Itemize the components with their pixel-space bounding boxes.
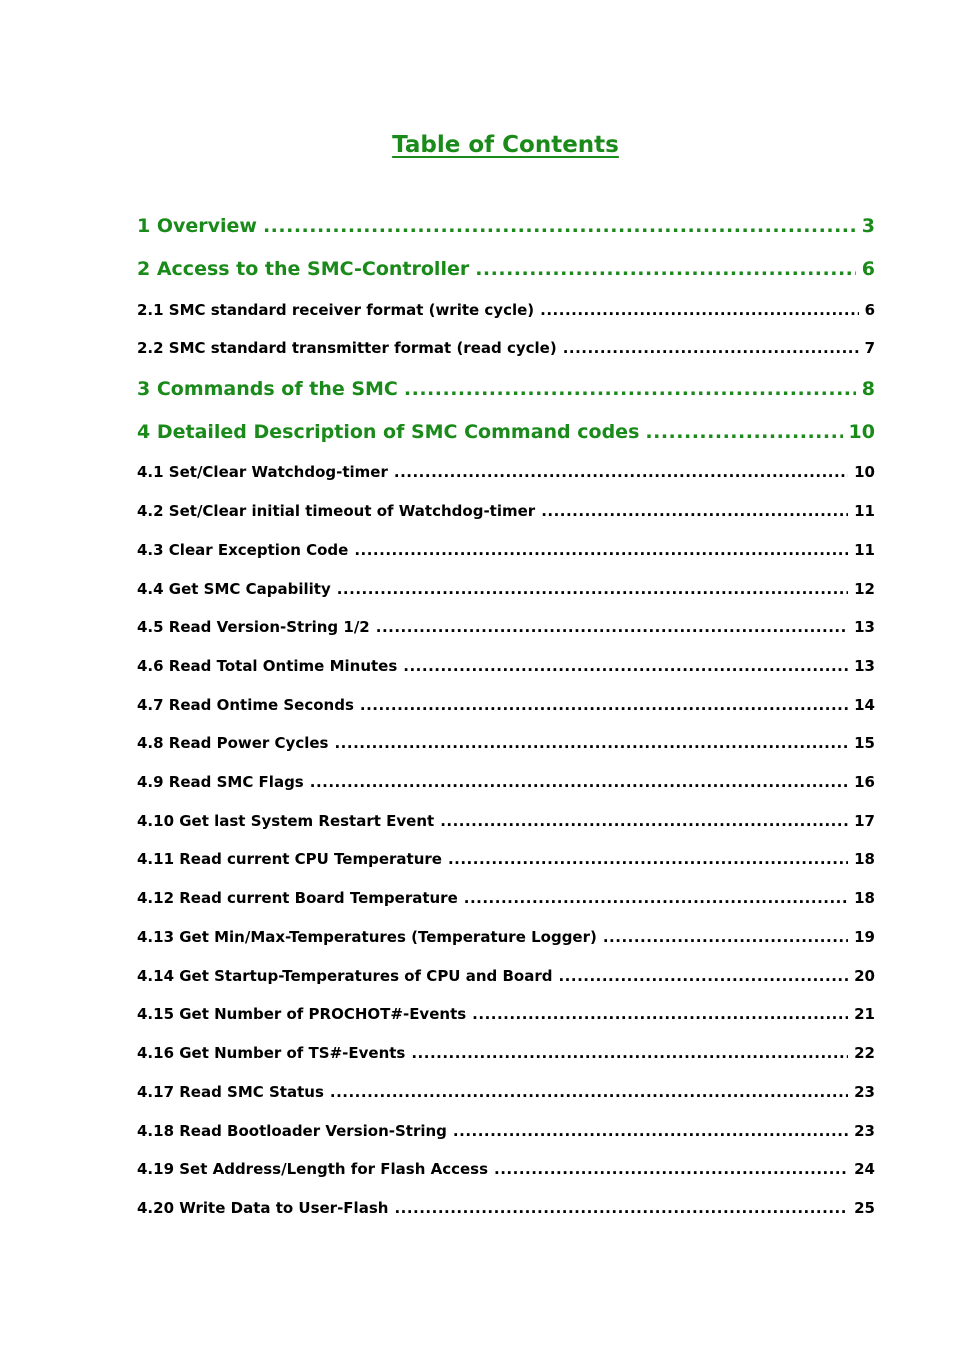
dot-leader — [494, 1159, 848, 1179]
toc-title: Table of Contents — [392, 132, 619, 158]
toc-entry-label: 4.5 Read Version-String 1/2 — [137, 618, 370, 636]
toc-entry-4-6[interactable] — [137, 656, 875, 676]
toc-entry-label: 4.2 Set/Clear initial timeout of Watchdog-timer — [137, 502, 536, 520]
toc-entry-label: 4.10 Get last System Restart Event — [137, 812, 435, 830]
toc-entry-page: 22 — [854, 1044, 875, 1062]
toc-entry-page: 7 — [864, 339, 875, 357]
dot-leader — [440, 811, 848, 831]
toc-entry-4-11[interactable] — [137, 849, 875, 869]
toc-entry-label: 1 Overview — [137, 215, 257, 237]
toc-entry-label: 4.13 Get Min/Max-Temperatures (Temperature Logger) — [137, 928, 597, 946]
toc-entry-4[interactable] — [137, 419, 875, 445]
toc-entry-page: 11 — [854, 541, 875, 559]
toc-entry-page: 16 — [854, 773, 875, 791]
toc-entry-page: 23 — [854, 1083, 875, 1101]
dot-leader — [472, 1004, 848, 1024]
toc-entry-page: 21 — [854, 1005, 875, 1023]
toc-entry-4-2[interactable] — [137, 501, 875, 521]
toc-entry-page: 14 — [854, 696, 875, 714]
toc-entry-label: 4.16 Get Number of TS#-Events — [137, 1044, 406, 1062]
toc-entry-label: 4.14 Get Startup-Temperatures of CPU and Board — [137, 967, 553, 985]
toc-entry-4-1[interactable] — [137, 462, 875, 482]
dot-leader — [394, 462, 848, 482]
toc-entry-page: 12 — [854, 580, 875, 598]
toc-entry-label: 4 Detailed Description of SMC Command codes — [137, 421, 640, 443]
dot-leader — [448, 849, 848, 869]
toc-entry-4-16[interactable] — [137, 1043, 875, 1063]
toc-entry-page: 18 — [854, 850, 875, 868]
toc-entry-label: 4.9 Read SMC Flags — [137, 773, 304, 791]
toc-entry-4-8[interactable] — [137, 733, 875, 753]
toc-entry-label: 2.1 SMC standard receiver format (write cycle) — [137, 301, 535, 319]
toc-entry-label: 4.17 Read SMC Status — [137, 1083, 324, 1101]
dot-leader — [541, 501, 848, 521]
dot-leader — [337, 579, 848, 599]
dot-leader — [263, 213, 856, 239]
toc-entry-3[interactable] — [137, 376, 875, 402]
toc-entry-4-9[interactable] — [137, 772, 875, 792]
toc-entry-label: 4.3 Clear Exception Code — [137, 541, 349, 559]
toc-entry-4-7[interactable] — [137, 695, 875, 715]
toc-entry-label: 4.19 Set Address/Length for Flash Access — [137, 1160, 489, 1178]
toc-entry-label: 4.6 Read Total Ontime Minutes — [137, 657, 398, 675]
toc-entry-label: 4.1 Set/Clear Watchdog-timer — [137, 463, 388, 481]
toc-entry-4-17[interactable] — [137, 1082, 875, 1102]
toc-entry-4-20[interactable] — [137, 1198, 875, 1218]
toc-entry-page: 25 — [854, 1199, 875, 1217]
toc-entry-page: 10 — [854, 463, 875, 481]
dot-leader — [411, 1043, 848, 1063]
dot-leader — [360, 695, 848, 715]
toc-entry-label: 4.11 Read current CPU Temperature — [137, 850, 442, 868]
toc-entry-4-14[interactable] — [137, 966, 875, 986]
dot-leader — [376, 617, 848, 637]
dot-leader — [453, 1121, 848, 1141]
toc-entry-label: 4.12 Read current Board Temperature — [137, 889, 458, 907]
toc-entry-page: 13 — [854, 618, 875, 636]
toc-entry-label: 2 Access to the SMC-Controller — [137, 258, 470, 280]
dot-leader — [540, 300, 858, 320]
toc-entry-4-19[interactable] — [137, 1159, 875, 1179]
toc-entry-label: 3 Commands of the SMC — [137, 378, 398, 400]
toc-entry-page: 10 — [848, 421, 875, 443]
toc-entry-page: 23 — [854, 1122, 875, 1140]
toc-entry-page: 3 — [861, 215, 875, 237]
toc-entry-2-1[interactable] — [137, 300, 875, 320]
toc-entry-page: 6 — [861, 258, 875, 280]
toc-entry-label: 4.4 Get SMC Capability — [137, 580, 331, 598]
toc-entry-label: 4.20 Write Data to User-Flash — [137, 1199, 389, 1217]
toc-entry-4-3[interactable] — [137, 540, 875, 560]
dot-leader — [394, 1198, 848, 1218]
toc-entry-2-2[interactable] — [137, 338, 875, 358]
toc-entry-page: 20 — [854, 967, 875, 985]
dot-leader — [404, 376, 856, 402]
dot-leader — [563, 338, 859, 358]
toc-entry-label: 4.7 Read Ontime Seconds — [137, 696, 354, 714]
toc-entry-4-4[interactable] — [137, 579, 875, 599]
toc-entry-page: 24 — [854, 1160, 875, 1178]
toc-entry-page: 19 — [854, 928, 875, 946]
dot-leader — [403, 656, 848, 676]
toc-entry-4-5[interactable] — [137, 617, 875, 637]
toc-entry-page: 18 — [854, 889, 875, 907]
dot-leader — [354, 540, 848, 560]
toc-entry-4-15[interactable] — [137, 1004, 875, 1024]
dot-leader — [475, 256, 856, 282]
toc-entry-page: 13 — [854, 657, 875, 675]
toc-entry-page: 6 — [864, 301, 875, 319]
toc-entry-4-12[interactable] — [137, 888, 875, 908]
dot-leader — [645, 419, 842, 445]
toc-entry-label: 4.15 Get Number of PROCHOT#-Events — [137, 1005, 467, 1023]
toc-entry-page: 8 — [861, 378, 875, 400]
dot-leader — [464, 888, 848, 908]
dot-leader — [603, 927, 848, 947]
dot-leader — [334, 733, 848, 753]
toc-entry-1[interactable] — [137, 213, 875, 239]
toc-entry-label: 2.2 SMC standard transmitter format (read cycle) — [137, 339, 557, 357]
dot-leader — [558, 966, 848, 986]
toc-entry-4-18[interactable] — [137, 1121, 875, 1141]
toc-entry-page: 11 — [854, 502, 875, 520]
toc-entry-4-13[interactable] — [137, 927, 875, 947]
dot-leader — [310, 772, 848, 792]
toc-entry-label: 4.18 Read Bootloader Version-String — [137, 1122, 447, 1140]
toc-entry-page: 17 — [854, 812, 875, 830]
toc-entry-label: 4.8 Read Power Cycles — [137, 734, 329, 752]
dot-leader — [330, 1082, 848, 1102]
toc-entry-2[interactable] — [137, 256, 875, 282]
toc-entry-page: 15 — [854, 734, 875, 752]
toc-entry-4-10[interactable] — [137, 811, 875, 831]
